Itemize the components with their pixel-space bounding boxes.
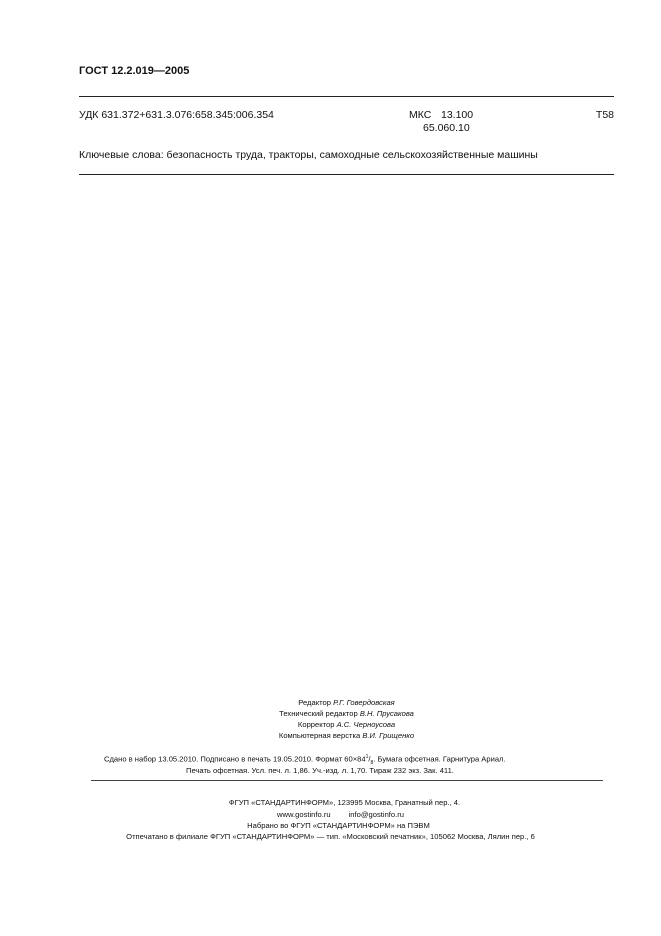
format-fraction-numerator: 1 bbox=[365, 754, 369, 760]
credit-tech-name: В.Н. Прусакова bbox=[359, 709, 414, 718]
keywords-divider bbox=[79, 174, 614, 175]
publisher-typeset: Набрано во ФГУП «СТАНДАРТИНФОРМ» на ПЭВМ bbox=[247, 821, 430, 830]
publisher-printed: Отпечатано в филиале ФГУП «СТАНДАРТИНФОРМ» — тип. «Московский печатник», 105062 Москва, Лялин пер., 6 bbox=[126, 832, 535, 841]
credit-tech-role: Технический редактор bbox=[279, 709, 358, 718]
credit-editor-role: Редактор bbox=[298, 698, 331, 707]
document-code: ГОСТ 12.2.019—2005 bbox=[79, 65, 190, 77]
credit-corrector bbox=[16, 720, 661, 729]
udk-code: УДК 631.372+631.3.076:658.345:006.354 bbox=[79, 109, 274, 121]
publisher-address: ФГУП «СТАНДАРТИНФОРМ», 123995 Москва, Гранатный пер., 4. bbox=[228, 798, 461, 807]
credit-corrector-role: Корректор bbox=[297, 720, 335, 729]
publisher-email: info@gostinfo.ru bbox=[348, 810, 405, 819]
t-code: Т58 bbox=[595, 109, 614, 121]
print-info-line-1 bbox=[104, 754, 506, 766]
print-info-line-1-pre: Сдано в набор 13.05.2010. Подписано в печать 19.05.2010. Формат 60×84 bbox=[104, 754, 366, 764]
publisher-website: www.gostinfo.ru bbox=[276, 810, 331, 819]
print-divider bbox=[91, 780, 603, 781]
publisher-contacts bbox=[10, 810, 661, 819]
credit-layout bbox=[16, 731, 661, 740]
mks-code-primary: 13.100 bbox=[441, 109, 474, 121]
credit-editor-name: Р.Г. Говердовская bbox=[333, 698, 395, 707]
credit-layout-role: Компьютерная верстка bbox=[278, 731, 361, 740]
mks-label: МКС bbox=[409, 109, 432, 121]
print-info-line-1-post: . Бумага офсетная. Гарнитура Ариал. bbox=[373, 754, 506, 764]
header-divider bbox=[79, 96, 614, 97]
keywords-line: Ключевые слова: безопасность труда, тракторы, самоходные сельскохозяйственные машины bbox=[79, 149, 538, 161]
format-fraction-separator: / bbox=[368, 754, 371, 764]
format-fraction-denominator: 8 bbox=[370, 760, 374, 767]
print-info-line-2: Печать офсетная. Усл. печ. л. 1,86. Уч.-изд. л. 1,70. Тираж 232 экз. Зак. 411. bbox=[186, 766, 454, 775]
credit-tech-editor bbox=[16, 709, 661, 718]
credit-corrector-name: А.С. Черноусова bbox=[336, 720, 396, 729]
mks-code-secondary: 65.060.10 bbox=[423, 122, 470, 134]
credit-editor bbox=[16, 698, 661, 707]
credit-layout-name: В.И. Грищенко bbox=[362, 731, 415, 740]
